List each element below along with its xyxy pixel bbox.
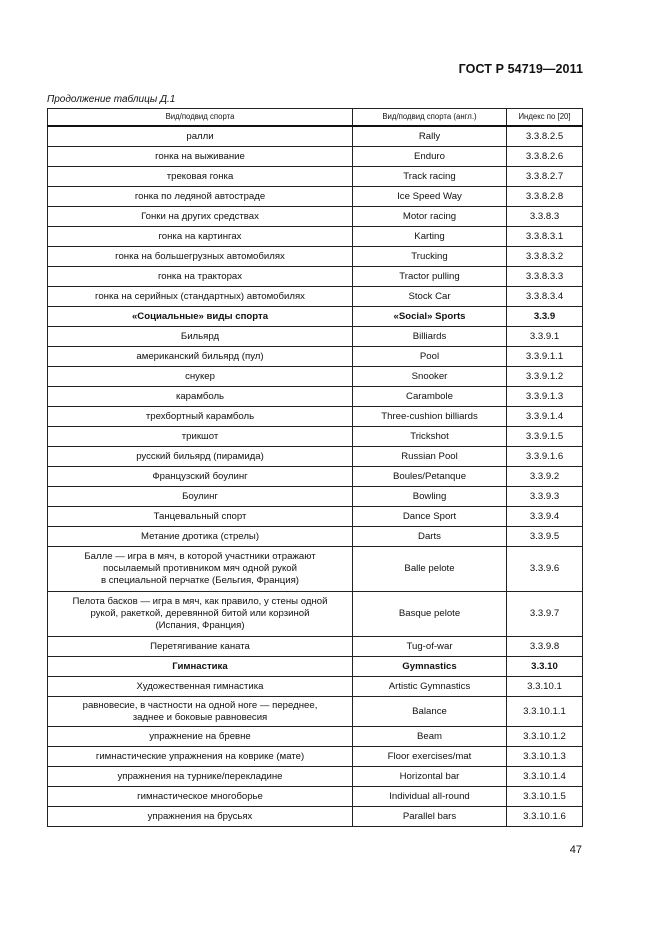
cell-sport-en: Track racing — [353, 167, 507, 187]
cell-index: 3.3.9.8 — [507, 637, 583, 657]
table-row — [48, 747, 583, 767]
cell-sport-en: Dance Sport — [353, 507, 507, 527]
cell-index: 3.3.9 — [507, 307, 583, 327]
cell-index: 3.3.10.1.6 — [507, 807, 583, 827]
sports-classification-table — [47, 108, 583, 827]
cell-index: 3.3.9.1.4 — [507, 407, 583, 427]
table-header-row — [48, 109, 583, 127]
cell-index: 3.3.9.3 — [507, 487, 583, 507]
cell-sport-ru: трикшот — [48, 427, 353, 447]
cell-index: 3.3.8.3 — [507, 207, 583, 227]
cell-index: 3.3.9.5 — [507, 527, 583, 547]
table-row — [48, 347, 583, 367]
cell-text-line: (Испания, Франция) — [155, 620, 245, 631]
cell-sport-en: Balance — [353, 697, 507, 727]
table-row — [48, 167, 583, 187]
page-number: 47 — [569, 844, 582, 856]
cell-sport-ru: американский бильярд (пул) — [48, 347, 353, 367]
cell-sport-ru: гонка на картингах — [48, 227, 353, 247]
table-row — [48, 387, 583, 407]
column-header-sport-en: Вид/подвид спорта (англ.) — [353, 109, 507, 127]
table-row — [48, 467, 583, 487]
cell-sport-ru: трековая гонка — [48, 167, 353, 187]
cell-index: 3.3.8.3.2 — [507, 247, 583, 267]
table-row — [48, 227, 583, 247]
cell-sport-ru — [48, 547, 353, 592]
table-row — [48, 527, 583, 547]
cell-sport-ru: карамболь — [48, 387, 353, 407]
cell-index: 3.3.9.4 — [507, 507, 583, 527]
column-header-index: Индекс по [20] — [507, 109, 583, 127]
cell-sport-en: Karting — [353, 227, 507, 247]
cell-index: 3.3.9.6 — [507, 547, 583, 592]
cell-sport-en: Tug-of-war — [353, 637, 507, 657]
cell-index: 3.3.10.1.4 — [507, 767, 583, 787]
table-row — [48, 147, 583, 167]
cell-sport-en: Tractor pulling — [353, 267, 507, 287]
cell-sport-ru: упражнения на брусьях — [48, 807, 353, 827]
table-row — [48, 287, 583, 307]
table-row — [48, 727, 583, 747]
table-row — [48, 187, 583, 207]
table-row — [48, 126, 583, 147]
cell-index: 3.3.9.1.6 — [507, 447, 583, 467]
cell-sport-ru: Танцевальный спорт — [48, 507, 353, 527]
cell-sport-ru: ралли — [48, 126, 353, 147]
cell-sport-ru: Гонки на других средствах — [48, 207, 353, 227]
cell-index: 3.3.10.1.1 — [507, 697, 583, 727]
table-row — [48, 697, 583, 727]
cell-sport-ru — [48, 697, 353, 727]
cell-sport-ru: гонка по ледяной автостраде — [48, 187, 353, 207]
table-row — [48, 447, 583, 467]
cell-index: 3.3.9.1.3 — [507, 387, 583, 407]
cell-index: 3.3.8.3.4 — [507, 287, 583, 307]
cell-index: 3.3.10.1.3 — [507, 747, 583, 767]
cell-sport-en: Artistic Gymnastics — [353, 677, 507, 697]
cell-sport-ru — [48, 592, 353, 637]
cell-sport-ru: Бильярд — [48, 327, 353, 347]
cell-sport-ru: Перетягивание каната — [48, 637, 353, 657]
cell-sport-en: Three-cushion billiards — [353, 407, 507, 427]
cell-sport-en: Carambole — [353, 387, 507, 407]
table-row — [48, 787, 583, 807]
cell-text-line: посылаемый противником мяч одной рукой — [103, 563, 297, 574]
table-row — [48, 247, 583, 267]
document-code: ГОСТ Р 54719—2011 — [458, 62, 583, 76]
cell-sport-en: Ice Speed Way — [353, 187, 507, 207]
cell-sport-ru: Боулинг — [48, 487, 353, 507]
cell-index: 3.3.8.2.8 — [507, 187, 583, 207]
cell-sport-en: Individual all-round — [353, 787, 507, 807]
cell-sport-ru: упражнение на бревне — [48, 727, 353, 747]
cell-index: 3.3.8.2.7 — [507, 167, 583, 187]
cell-index: 3.3.10.1.5 — [507, 787, 583, 807]
table-row — [48, 657, 583, 677]
cell-index: 3.3.9.1.5 — [507, 427, 583, 447]
cell-text-line: Балле — игра в мяч, в которой участники отражают — [84, 551, 316, 562]
cell-index: 3.3.9.1.1 — [507, 347, 583, 367]
cell-sport-ru: Метание дротика (стрелы) — [48, 527, 353, 547]
cell-sport-en: Russian Pool — [353, 447, 507, 467]
cell-sport-en: Rally — [353, 126, 507, 147]
cell-sport-en: Motor racing — [353, 207, 507, 227]
table-row — [48, 307, 583, 327]
table-row — [48, 407, 583, 427]
cell-index: 3.3.8.2.6 — [507, 147, 583, 167]
cell-sport-en: Balle pelote — [353, 547, 507, 592]
cell-sport-en: Enduro — [353, 147, 507, 167]
column-header-sport-ru: Вид/подвид спорта — [48, 109, 353, 127]
cell-sport-ru: гонка на большегрузных автомобилях — [48, 247, 353, 267]
cell-sport-ru: «Социальные» виды спорта — [48, 307, 353, 327]
table-row — [48, 327, 583, 347]
table-row — [48, 267, 583, 287]
cell-sport-en: «Social» Sports — [353, 307, 507, 327]
cell-sport-ru: Французский боулинг — [48, 467, 353, 487]
table-row — [48, 367, 583, 387]
cell-sport-ru: гонка на выживание — [48, 147, 353, 167]
cell-sport-ru: упражнения на турнике/перекладине — [48, 767, 353, 787]
cell-sport-ru: русский бильярд (пирамида) — [48, 447, 353, 467]
table-row — [48, 767, 583, 787]
cell-sport-en: Pool — [353, 347, 507, 367]
cell-text-line: в специальной перчатке (Бельгия, Франция) — [100, 575, 299, 586]
cell-index: 3.3.9.1 — [507, 327, 583, 347]
cell-text-line: рукой, ракеткой, деревянной битой или корзиной — [90, 608, 310, 619]
cell-sport-en: Trickshot — [353, 427, 507, 447]
table-row — [48, 547, 583, 592]
cell-sport-en: Trucking — [353, 247, 507, 267]
cell-sport-ru: трехбортный карамболь — [48, 407, 353, 427]
cell-sport-en: Floor exercises/mat — [353, 747, 507, 767]
cell-index: 3.3.9.7 — [507, 592, 583, 637]
cell-sport-en: Boules/Petanque — [353, 467, 507, 487]
cell-text-line: Пелота басков — игра в мяч, как правило, у стены одной — [72, 596, 328, 607]
cell-sport-en: Gymnastics — [353, 657, 507, 677]
cell-sport-en: Stock Car — [353, 287, 507, 307]
table-row — [48, 207, 583, 227]
table-body — [48, 126, 583, 827]
cell-index: 3.3.8.2.5 — [507, 126, 583, 147]
cell-sport-en: Horizontal bar — [353, 767, 507, 787]
cell-sport-en: Billiards — [353, 327, 507, 347]
cell-sport-ru: гимнастические упражнения на коврике (мате) — [48, 747, 353, 767]
cell-index: 3.3.8.3.3 — [507, 267, 583, 287]
cell-index: 3.3.9.1.2 — [507, 367, 583, 387]
table-row — [48, 637, 583, 657]
table-caption: Продолжение таблицы Д.1 — [47, 94, 176, 105]
cell-index: 3.3.10.1.2 — [507, 727, 583, 747]
table-row — [48, 807, 583, 827]
cell-index: 3.3.9.2 — [507, 467, 583, 487]
cell-text-line: заднее и боковые равновесия — [132, 711, 268, 723]
cell-sport-en: Bowling — [353, 487, 507, 507]
table-row — [48, 592, 583, 637]
table-row — [48, 507, 583, 527]
cell-sport-ru: гонка на тракторах — [48, 267, 353, 287]
cell-sport-en: Parallel bars — [353, 807, 507, 827]
cell-text-line: равновесие, в частности на одной ноге — переднее, — [82, 699, 318, 711]
table-row — [48, 677, 583, 697]
cell-sport-ru: Художественная гимнастика — [48, 677, 353, 697]
cell-sport-en: Beam — [353, 727, 507, 747]
cell-sport-ru: Гимнастика — [48, 657, 353, 677]
cell-sport-en: Darts — [353, 527, 507, 547]
table-row — [48, 487, 583, 507]
cell-sport-ru: снукер — [48, 367, 353, 387]
cell-sport-en: Basque pelote — [353, 592, 507, 637]
cell-sport-en: Snooker — [353, 367, 507, 387]
cell-index: 3.3.10.1 — [507, 677, 583, 697]
cell-index: 3.3.8.3.1 — [507, 227, 583, 247]
table-row — [48, 427, 583, 447]
cell-sport-ru: гонка на серийных (стандартных) автомобилях — [48, 287, 353, 307]
cell-index: 3.3.10 — [507, 657, 583, 677]
cell-sport-ru: гимнастическое многоборье — [48, 787, 353, 807]
